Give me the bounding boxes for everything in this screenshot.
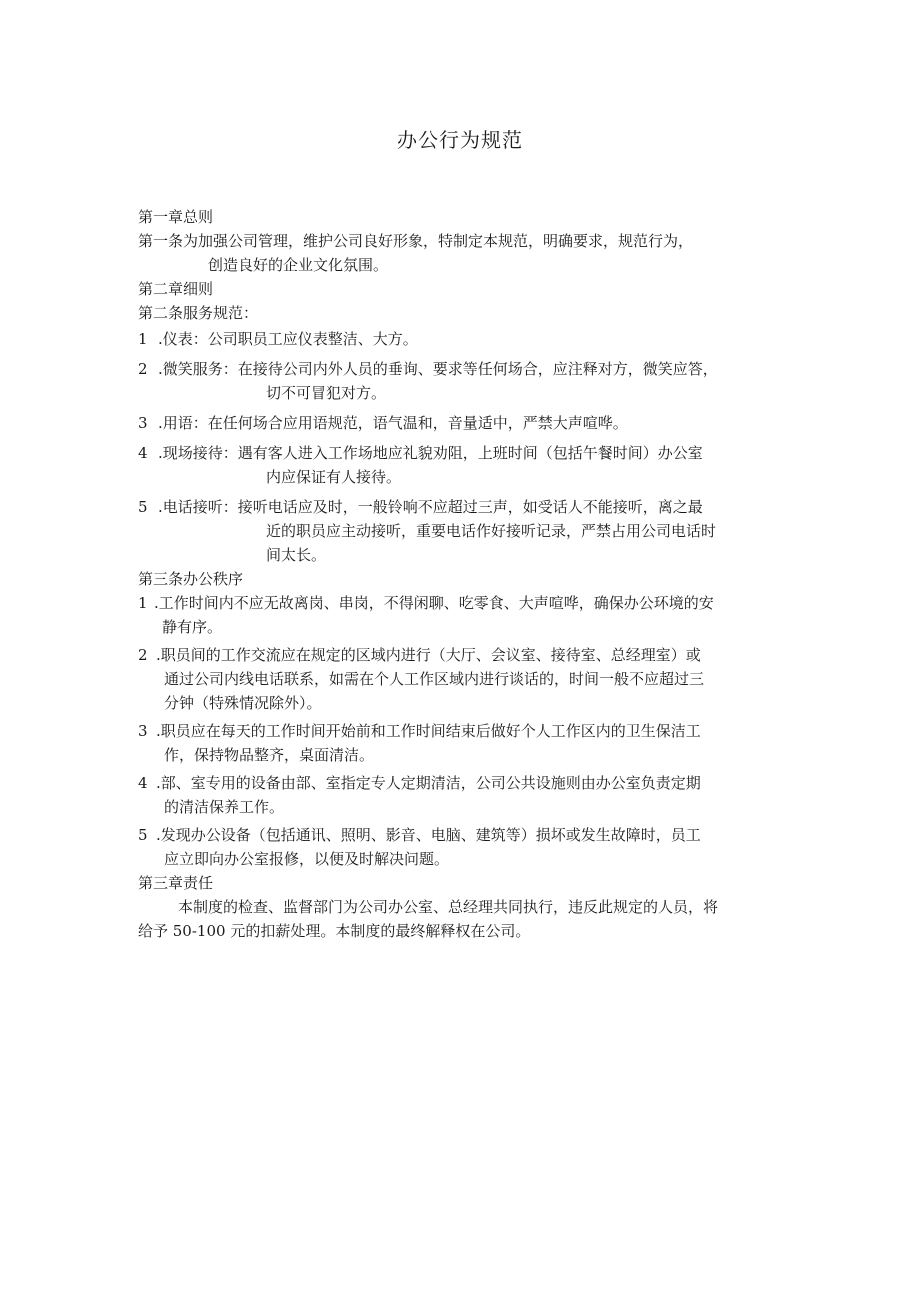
item-text: 近的职员应主动接听，重要电话作好接听记录，严禁占用公司电话时 <box>266 522 717 540</box>
item-text: .微笑服务：在接待公司内外人员的垂询、要求等任何场合，应注释对方，微笑应答， <box>158 360 718 378</box>
order-item-4 <box>138 771 798 819</box>
item-text: .职员应在每天的工作时间开始前和工作时间结束后做好个人工作区内的卫生保洁工 <box>156 722 701 740</box>
item-number: 3 <box>138 722 148 740</box>
item-text: 静有序。 <box>162 618 223 636</box>
item-text: .现场接待：遇有客人进入工作场地应礼貌劝阻，上班时间（包括午餐时间）办公室 <box>158 444 703 462</box>
article2-heading: 第二条服务规范： <box>138 304 259 322</box>
item-text: 间太长。 <box>266 546 327 564</box>
document-body <box>138 205 798 943</box>
responsibility-paragraph <box>138 895 798 943</box>
article1-line-1: 第一条为加强公司管理，维护公司良好形象，特制定本规范，明确要求，规范行为， <box>138 232 694 250</box>
service-item-3 <box>138 411 798 435</box>
item-text: 应立即向办公室报修，以便及时解决问题。 <box>164 850 450 868</box>
order-item-2 <box>138 643 798 715</box>
item-number: 4 <box>138 444 148 462</box>
order-item-5 <box>138 823 798 871</box>
item-number: 1 <box>138 330 148 348</box>
item-number: 3 <box>138 414 148 432</box>
item-number: 2 <box>138 360 148 378</box>
chapter1-heading: 第一章总则 <box>138 208 214 226</box>
item-text: .发现办公设备（包括通讯、照明、影音、电脑、建筑等）损坏或发生故障时，员工 <box>156 826 701 844</box>
item-text: .仪表：公司职员工应仪表整洁、大方。 <box>158 330 418 348</box>
article1-line-2: 创造良好的企业文化氛围。 <box>208 256 389 274</box>
item-text: 分钟（特殊情况除外）。 <box>164 694 322 712</box>
paragraph-line-2: 给予 50-100 元的扣薪处理。本制度的最终解释权在公司。 <box>138 922 531 940</box>
document-title: 办公行为规范 <box>397 128 523 152</box>
item-text: 作，保持物品整齐，桌面清洁。 <box>164 746 375 764</box>
item-text: .职员间的工作交流应在规定的区域内进行（大厅、会议室、接待室、总经理室）或 <box>156 646 701 664</box>
service-item-4 <box>138 441 798 489</box>
item-number: 1 <box>138 594 148 612</box>
item-text: .用语：在任何场合应用语规范，语气温和，音量适中，严禁大声喧哗。 <box>158 414 628 432</box>
item-number: 5 <box>138 498 148 516</box>
item-number: 5 <box>138 826 148 844</box>
service-item-2 <box>138 357 798 405</box>
order-item-3 <box>138 719 798 767</box>
item-text: 内应保证有人接待。 <box>266 468 402 486</box>
order-item-1 <box>138 591 798 639</box>
item-text: 的清洁保养工作。 <box>164 798 285 816</box>
item-number: 2 <box>138 646 148 664</box>
chapter3-heading: 第三章责任 <box>138 874 214 892</box>
service-item-5 <box>138 495 798 567</box>
article3-heading: 第三条办公秩序 <box>138 570 244 588</box>
item-text: .工作时间内不应无故离岗、串岗，不得闲聊、吃零食、大声喧哗，确保办公环境的安 <box>154 594 714 612</box>
item-text: .部、室专用的设备由部、室指定专人定期清洁，公司公共设施则由办公室负责定期 <box>156 774 701 792</box>
item-text: 切不可冒犯对方。 <box>266 384 387 402</box>
paragraph-line-1: 本制度的检查、监督部门为公司办公室、总经理共同执行，违反此规定的人员，将 <box>178 898 719 916</box>
service-item-1 <box>138 327 798 351</box>
item-text: .电话接听：接听电话应及时，一般铃响不应超过三声，如受话人不能接听，离之最 <box>158 498 703 516</box>
item-text: 通过公司内线电话联系，如需在个人工作区域内进行谈话的，时间一般不应超过三 <box>164 670 705 688</box>
chapter2-heading: 第二章细则 <box>138 280 214 298</box>
item-number: 4 <box>138 774 148 792</box>
